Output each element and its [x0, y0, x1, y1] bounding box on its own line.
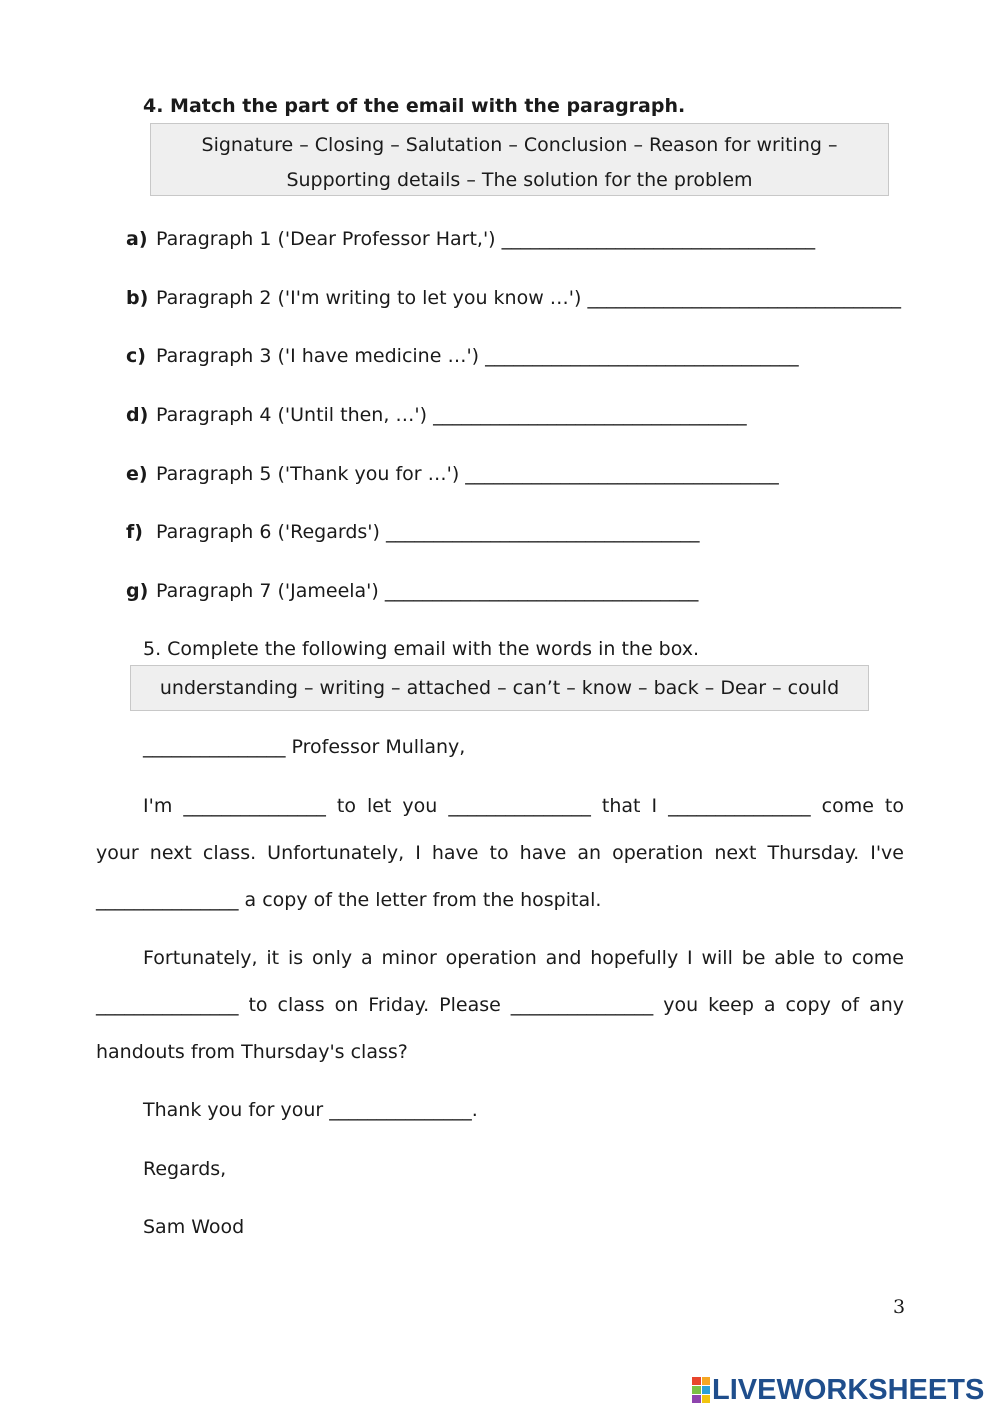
- match-item-text[interactable]: Paragraph 5 ('Thank you for …') _________________________________: [156, 463, 779, 485]
- liveworksheets-logo: [692, 1374, 984, 1406]
- match-item-e: e) Paragraph 5 ('Thank you for …') _________________________________: [126, 463, 779, 485]
- email-signature: Sam Wood: [143, 1216, 245, 1238]
- match-item-text[interactable]: Paragraph 4 ('Until then, …') _________________________________: [156, 404, 747, 426]
- match-item-a: a) Paragraph 1 ('Dear Professor Hart,') _________________________________: [126, 228, 816, 250]
- match-item-b: b) Paragraph 2 ('I'm writing to let you know …') _________________________________: [126, 287, 901, 309]
- liveworksheets-mark-icon: [692, 1377, 710, 1403]
- match-item-text[interactable]: Paragraph 6 ('Regards') _________________________________: [156, 521, 700, 543]
- word-box-q5: understanding – writing – attached – can’t – know – back – Dear – could: [130, 665, 869, 711]
- email-paragraph1-line1[interactable]: I'm _______________ to let you _______________ that I _______________ come to: [143, 795, 904, 817]
- match-item-text[interactable]: Paragraph 2 ('I'm writing to let you know …') _________________________________: [156, 287, 901, 309]
- match-item-text[interactable]: Paragraph 7 ('Jameela') _________________________________: [156, 580, 699, 602]
- question-5-title: 5. Complete the following email with the words in the box.: [143, 638, 700, 660]
- email-salutation[interactable]: _______________ Professor Mullany,: [143, 736, 466, 758]
- match-item-g: g) Paragraph 7 ('Jameela') _________________________________: [126, 580, 699, 602]
- match-item-f: f) Paragraph 6 ('Regards') _________________________________: [126, 521, 700, 543]
- liveworksheets-wordmark: LIVEWORKSHEETS: [712, 1373, 985, 1406]
- match-item-text[interactable]: Paragraph 1 ('Dear Professor Hart,') _________________________________: [156, 228, 816, 250]
- word-box-q4-line2: Supporting details – The solution for the problem: [286, 169, 753, 191]
- match-item-c: c) Paragraph 3 ('I have medicine …') _________________________________: [126, 345, 799, 367]
- question-4-title: 4. Match the part of the email with the paragraph.: [143, 95, 686, 117]
- email-thanks[interactable]: Thank you for your _______________.: [143, 1099, 478, 1121]
- email-paragraph1-line2: your next class. Unfortunately, I have to have an operation next Thursday. I've: [96, 842, 904, 864]
- word-box-q4-line1: Signature – Closing – Salutation – Conclusion – Reason for writing –: [201, 134, 838, 156]
- email-paragraph2-line2[interactable]: _______________ to class on Friday. Please _______________ you keep a copy of any: [96, 994, 904, 1016]
- email-paragraph1-line3[interactable]: _______________ a copy of the letter from the hospital.: [96, 889, 602, 911]
- match-item-d: d) Paragraph 4 ('Until then, …') _________________________________: [126, 404, 747, 426]
- email-paragraph2-line3: handouts from Thursday's class?: [96, 1041, 408, 1063]
- email-paragraph2-line1: Fortunately, it is only a minor operation and hopefully I will be able to come: [143, 947, 904, 969]
- match-item-text[interactable]: Paragraph 3 ('I have medicine …') _________________________________: [156, 345, 799, 367]
- page-number: 3: [893, 1296, 906, 1318]
- email-closing: Regards,: [143, 1158, 227, 1180]
- word-box-q4: [150, 123, 889, 196]
